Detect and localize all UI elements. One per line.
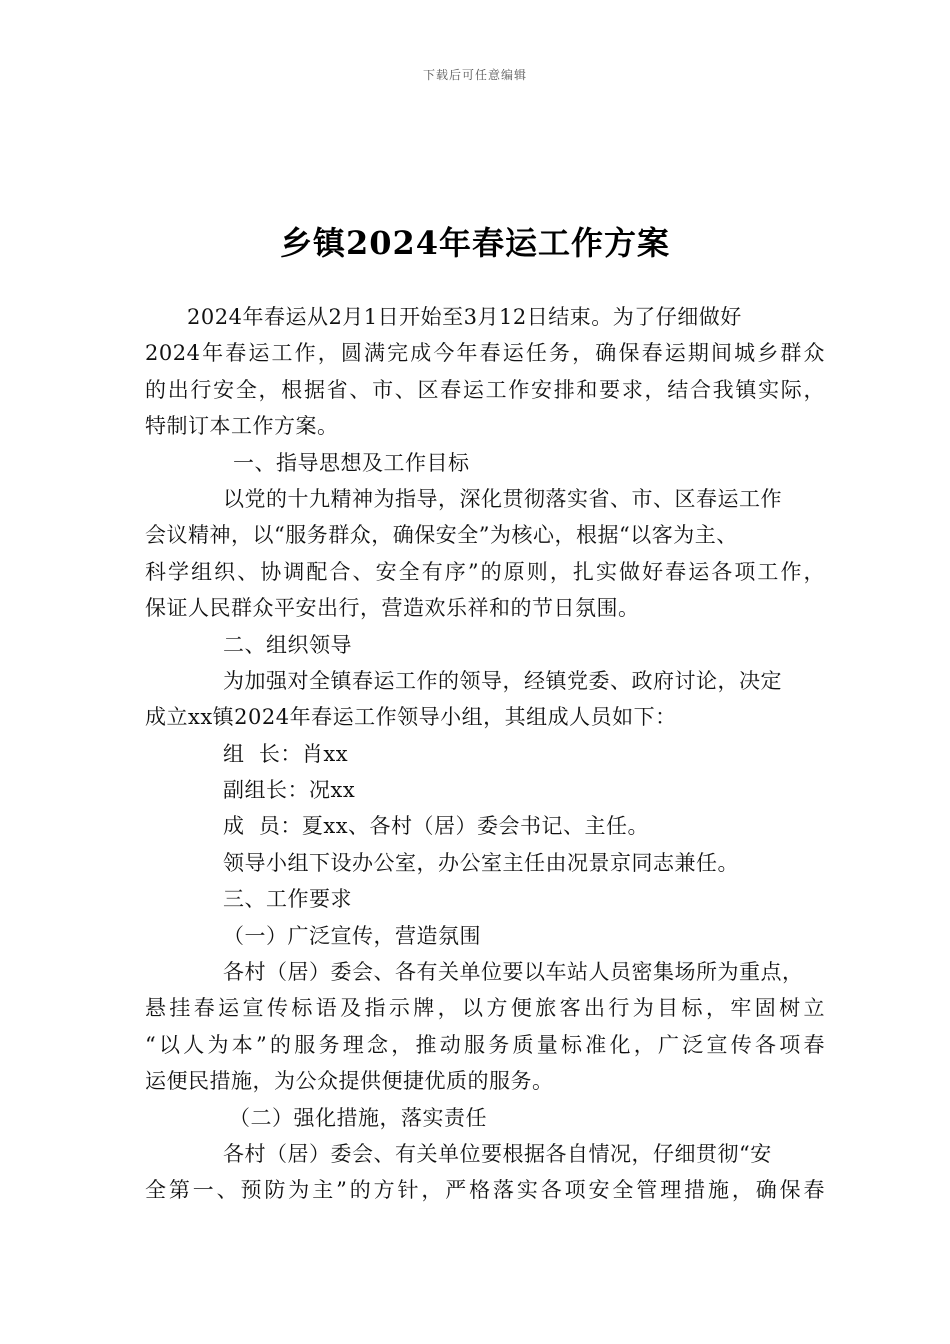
page-header-note: 下载后可任意编辑 xyxy=(422,68,527,82)
leader-line: 组 长：肖xx xyxy=(223,741,349,766)
body-line-24: 各村（居）委会、有关单位要根据各自情况，仔细贯彻“安 xyxy=(223,1141,772,1166)
body-line-25: 全第一、预防为主”的方针，严格落实各项安全管理措施，确保春 xyxy=(145,1178,825,1203)
document-title: 乡镇2024年春运工作方案 xyxy=(279,224,671,262)
body-line-3: 的出行安全，根据省、市、区春运工作安排和要求，结合我镇实际， xyxy=(145,377,825,402)
section-heading-3: 三、工作要求 xyxy=(223,887,352,912)
body-line-4: 特制订本工作方案。 xyxy=(145,414,339,439)
body-line-20: 悬挂春运宣传标语及指示牌，以方便旅客出行为目标，牢固树立 xyxy=(145,996,825,1021)
body-line-9: 保证人民群众平安出行，营造欢乐祥和的节日氛围。 xyxy=(145,596,640,621)
body-line-8: 科学组织、协调配合、安全有序”的原则，扎实做好春运各项工作， xyxy=(145,559,825,584)
subsection-heading-2: （二）强化措施，落实责任 xyxy=(229,1105,487,1130)
body-line-16: 领导小组下设办公室，办公室主任由况景京同志兼任。 xyxy=(223,850,739,875)
body-line-21: “以人为本”的服务理念，推动服务质量标准化，广泛宣传各项春 xyxy=(145,1032,825,1057)
body-line-11: 为加强对全镇春运工作的领导，经镇党委、政府讨论，决定 xyxy=(223,668,782,693)
section-heading-2: 二、组织领导 xyxy=(223,632,352,657)
body-line-6: 以党的十九精神为指导，深化贯彻落实省、市、区春运工作 xyxy=(223,486,782,511)
members-line: 成 员：夏xx、各村（居）委会书记、主任。 xyxy=(223,814,650,839)
body-line-7: 会议精神，以“服务群众，确保安全”为核心，根据“以客为主、 xyxy=(145,523,738,548)
body-line-22: 运便民措施，为公众提供便捷优质的服务。 xyxy=(145,1069,554,1094)
body-line-12: 成立xx镇2024年春运工作领导小组，其组成人员如下： xyxy=(145,705,677,730)
document-body xyxy=(145,299,825,1209)
section-heading-1: 一、指导思想及工作目标 xyxy=(233,450,470,475)
body-line-1: 2024年春运从2月1日开始至3月12日结束。为了仔细做好 xyxy=(187,305,742,329)
body-line-19: 各村（居）委会、各有关单位要以车站人员密集场所为重点， xyxy=(223,960,804,985)
subsection-heading-1: （一）广泛宣传，营造氛围 xyxy=(223,923,481,948)
deputy-leader-line: 副组长：况xx xyxy=(223,778,356,803)
body-line-2: 2024年春运工作，圆满完成今年春运任务，确保春运期间城乡群众 xyxy=(145,341,825,366)
